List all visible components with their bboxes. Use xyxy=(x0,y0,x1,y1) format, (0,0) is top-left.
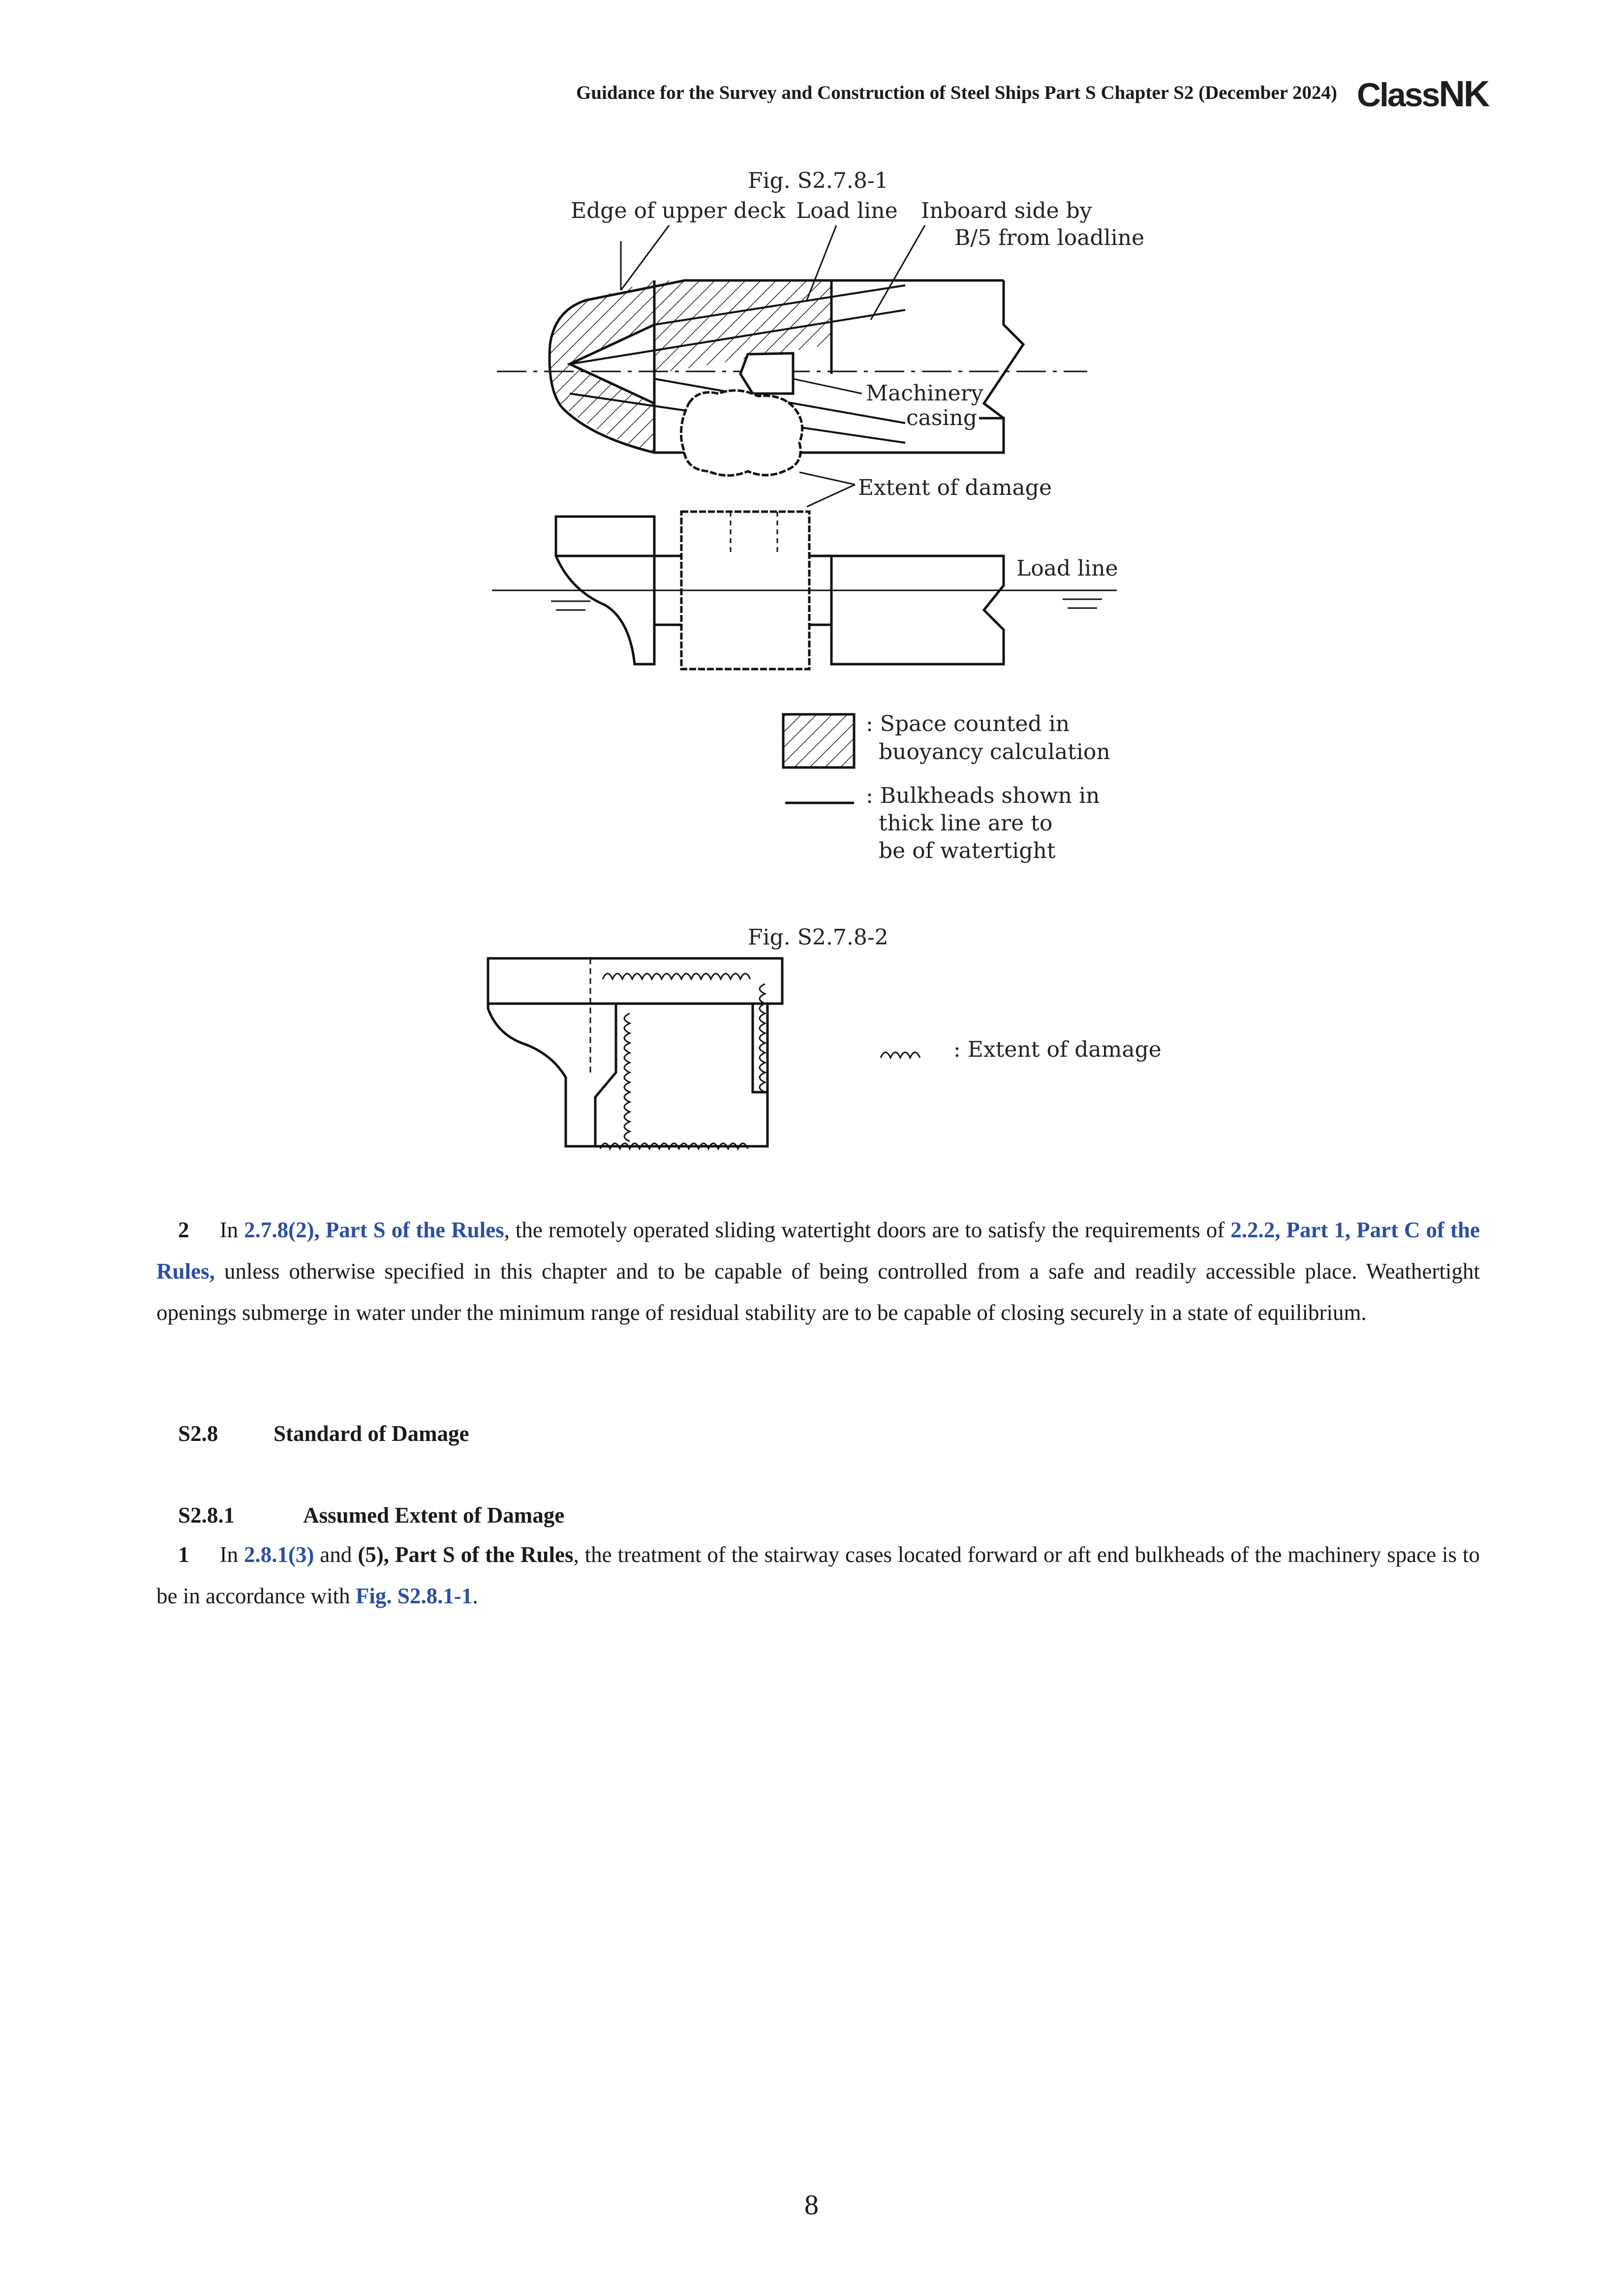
logo-text-a: Class xyxy=(1357,76,1439,114)
page-number: 8 xyxy=(804,2189,819,2221)
legend-bulkhead-line2: thick line are to xyxy=(879,811,1053,836)
para1-text1: In xyxy=(219,1542,244,1567)
legend-bulkhead-line1: : Bulkheads shown in xyxy=(866,783,1100,808)
link-fig-s2-8-1-1[interactable]: Fig. S2.8.1-1 xyxy=(355,1584,473,1608)
section-number: S2.8 xyxy=(178,1421,218,1446)
figure2-caption: Fig. S2.7.8-2 xyxy=(748,925,888,950)
legend-bulkhead-line3: be of watertight xyxy=(879,838,1056,863)
damage-loops-left xyxy=(624,1013,630,1141)
legend-space-line1: : Space counted in xyxy=(866,711,1070,736)
section-title: Standard of Damage xyxy=(274,1421,469,1446)
label-machinery: Machinery xyxy=(866,381,983,406)
label-load-line-top: Load line xyxy=(796,198,898,223)
para2-text1: In xyxy=(219,1218,244,1242)
link-2-7-8-2[interactable]: 2.7.8(2), Part S of the Rules xyxy=(244,1218,504,1242)
para1-text3: , the treatment of the stairway cases located forward or aft end bulkheads of the machinery space is to be in accordance with xyxy=(156,1542,1480,1608)
label-b5-from-loadline: B/5 from loadline xyxy=(954,225,1145,250)
running-header: Guidance for the Survey and Construction of Steel Ships Part S Chapter S2 (December 2024) xyxy=(576,82,1337,103)
figure1-caption: Fig. S2.7.8-1 xyxy=(748,168,888,193)
paragraph-2 xyxy=(156,1209,1480,1333)
para2-number: 2 xyxy=(178,1218,189,1242)
label-extent-of-damage: Extent of damage xyxy=(858,475,1052,500)
label-edge-of-upper-deck: Edge of upper deck xyxy=(571,198,786,223)
paragraph-1 xyxy=(156,1534,1480,1617)
para2-text2: , the remotely operated sliding watertight doors are to satisfy the requirements of xyxy=(504,1218,1231,1242)
link-2-2-2-part1[interactable]: 2.2.2, Part 1, Part C of the Rules, xyxy=(156,1218,1480,1284)
label-load-line-side: Load line xyxy=(1016,556,1118,581)
para1-text2: and xyxy=(314,1542,358,1567)
link-2-8-1-3[interactable]: 2.8.1(3) xyxy=(244,1542,314,1567)
para2-text3: unless otherwise specified in this chapter and to be capable of being controlled from a safe and readily accessible place. Weathertight openings submerge in water under the minimum range of residual stability are to be capable of closing securely in a state of equilibrium. xyxy=(156,1259,1480,1325)
para1-number: 1 xyxy=(178,1542,189,1567)
damage-loops-right xyxy=(760,984,765,1092)
para1-bold: (5), Part S of the Rules xyxy=(358,1542,574,1567)
subsection-title: Assumed Extent of Damage xyxy=(303,1503,565,1528)
label-casing: casing xyxy=(906,405,978,430)
para1-text4: . xyxy=(472,1584,478,1608)
subsection-number: S2.8.1 xyxy=(178,1503,235,1528)
damage-loops-top xyxy=(603,974,750,979)
legend-space-line2: buoyancy calculation xyxy=(879,739,1110,765)
label-inboard-side: Inboard side by xyxy=(921,198,1092,223)
figure2-legend-loops xyxy=(881,1052,920,1058)
figure2-legend-extent: : Extent of damage xyxy=(953,1037,1162,1062)
logo-text-b: NK xyxy=(1439,73,1489,114)
